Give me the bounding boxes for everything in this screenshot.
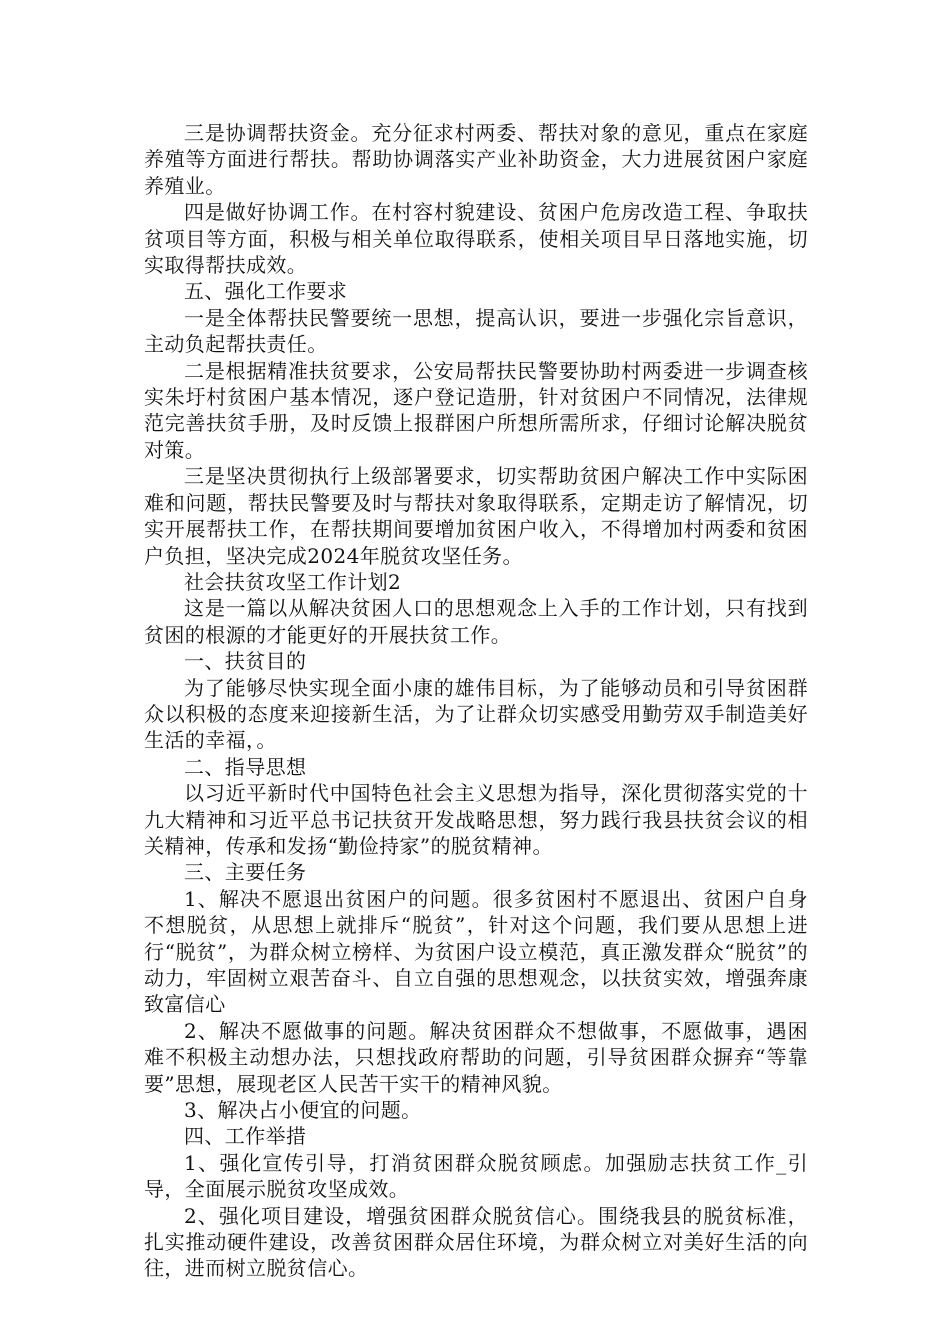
paragraph-plan-intro: 这是一篇以从解决贫困人口的思想观念上入手的工作计划，只有找到贫困的根源的才能更好的开展扶贫工作。 bbox=[144, 596, 808, 647]
paragraph-measure-2: 2、强化项目建设，增强贫困群众脱贫信心。围绕我县的脱贫标准，扎实推动硬件建设，改善贫困群众居住环境，为群众树立对美好生活的向往，进而树立脱贫信心。 bbox=[144, 1203, 808, 1281]
section-heading-requirements: 五、强化工作要求 bbox=[184, 279, 348, 304]
section-heading-guiding-thought: 二、指导思想 bbox=[184, 754, 307, 779]
paragraph-funding: 三是协调帮扶资金。充分征求村两委、帮扶对象的意见，重点在家庭养殖等方面进行帮扶。帮助协调落实产业补助资金，大力进展贫困户家庭养殖业。 bbox=[144, 121, 808, 198]
paragraph-purpose: 为了能够尽快实现全面小康的雄伟目标，为了能够动员和引导贫困群众以积极的态度来迎接新生活，为了让群众切实感受用勤劳双手制造美好生活的幸福，。 bbox=[144, 675, 808, 753]
paragraph-task-3: 3、解决占小便宜的问题。 bbox=[184, 1098, 422, 1123]
paragraph-task-1: 1、解决不愿退出贫困户的问题。很多贫困村不愿退出、贫困户自身不想脱贫，从思想上就排斥“脱贫”，针对这个问题，我们要从思想上进行“脱贫”，为群众树立榜样、为贫困户设立模范，真正激发群众“脱贫”的动力，牢固树立艰苦奋斗、自立自强的思想观念，以扶贫实效，增强奔康致富信心 bbox=[144, 886, 808, 1017]
paragraph-requirement-2: 二是根据精准扶贫要求，公安局帮扶民警要协助村两委进一步调查核实朱圩村贫困户基本情况，逐户登记造册，针对贫困户不同情况，法律规范完善扶贫手册，及时反馈上报群困户所想所需所求，仔细讨论解决脱贫对策。 bbox=[144, 358, 808, 462]
document-body bbox=[144, 120, 808, 1282]
paragraph-requirement-1: 一是全体帮扶民警要统一思想，提高认识，要进一步强化宗旨意识，主动负起帮扶责任。 bbox=[144, 305, 808, 357]
section-heading-measures: 四、工作举措 bbox=[184, 1124, 307, 1149]
paragraph-measure-1: 1、强化宣传引导，打消贫困群众脱贫顾虑。加强励志扶贫工作_引导，全面展示脱贫攻坚成效。 bbox=[144, 1150, 808, 1202]
paragraph-coordination: 四是做好协调工作。在村容村貌建设、贫困户危房改造工程、争取扶贫项目等方面，积极与相关单位取得联系，使相关项目早日落地实施，切实取得帮扶成效。 bbox=[144, 200, 808, 278]
paragraph-requirement-3: 三是坚决贯彻执行上级部署要求，切实帮助贫困户解决工作中实际困难和问题，帮扶民警要及时与帮扶对象取得联系，定期走访了解情况，切实开展帮扶工作，在帮扶期间要增加贫困户收入，不得增加村两委和贫困户负担，坚决完成2024年脱贫攻坚任务。 bbox=[144, 464, 808, 568]
section-heading-purpose: 一、扶贫目的 bbox=[184, 649, 307, 674]
plan-title: 社会扶贫攻坚工作计划2 bbox=[184, 569, 402, 594]
paragraph-guiding-thought: 以习近平新时代中国特色社会主义思想为指导，深化贯彻落实党的十九大精神和习近平总书记扶贫开发战略思想，努力践行我县扶贫会议的相关精神，传承和发扬“勤俭持家”的脱贫精神。 bbox=[144, 781, 808, 858]
paragraph-task-2: 2、解决不愿做事的问题。解决贫困群众不想做事，不愿做事，遇困难不积极主动想办法，只想找政府帮助的问题，引导贫困群众摒弃“等靠要”思想，展现老区人民苦干实干的精神风貌。 bbox=[144, 1018, 808, 1096]
section-heading-main-tasks: 三、主要任务 bbox=[184, 860, 307, 885]
